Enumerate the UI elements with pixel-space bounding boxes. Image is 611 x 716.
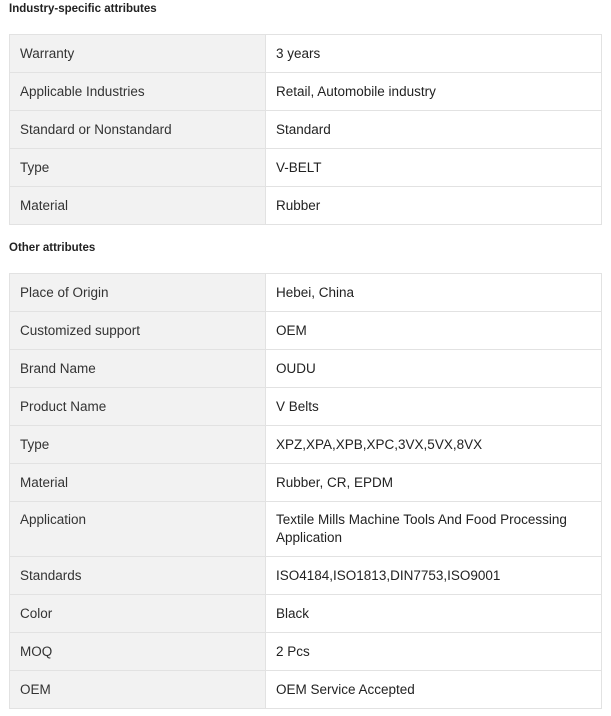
table-row	[10, 595, 602, 633]
industry-attributes-table	[9, 34, 602, 225]
attribute-name: Place of Origin	[10, 274, 266, 312]
attribute-value: Black	[266, 595, 602, 633]
table-row	[10, 111, 602, 149]
table-row	[10, 73, 602, 111]
attribute-value: XPZ,XPA,XPB,XPC,3VX,5VX,8VX	[266, 426, 602, 464]
attribute-name: Standards	[10, 557, 266, 595]
attribute-name: Applicable Industries	[10, 73, 266, 111]
table-row	[10, 464, 602, 502]
other-attributes-table	[9, 273, 602, 709]
table-row	[10, 388, 602, 426]
attribute-value: Standard	[266, 111, 602, 149]
attribute-value: 2 Pcs	[266, 633, 602, 671]
table-row	[10, 149, 602, 187]
attribute-name: Warranty	[10, 35, 266, 73]
table-row	[10, 633, 602, 671]
attribute-name: Material	[10, 187, 266, 225]
attribute-name: Type	[10, 426, 266, 464]
table-row	[10, 502, 602, 557]
attribute-value: OEM Service Accepted	[266, 671, 602, 709]
section-title-industry-specific: Industry-specific attributes	[9, 3, 157, 15]
table-row	[10, 350, 602, 388]
attribute-value: Retail, Automobile industry	[266, 73, 602, 111]
attribute-name: Application	[10, 502, 266, 557]
section-title-other: Other attributes	[9, 242, 96, 254]
attribute-value: V Belts	[266, 388, 602, 426]
attribute-value: V-BELT	[266, 149, 602, 187]
attribute-value: 3 years	[266, 35, 602, 73]
attribute-name: MOQ	[10, 633, 266, 671]
attribute-name: Type	[10, 149, 266, 187]
attribute-name: OEM	[10, 671, 266, 709]
table-row	[10, 35, 602, 73]
table-row	[10, 274, 602, 312]
attribute-name: Product Name	[10, 388, 266, 426]
attribute-name: Color	[10, 595, 266, 633]
attribute-value: Textile Mills Machine Tools And Food Processing Application	[266, 502, 602, 557]
attribute-value: Rubber, CR, EPDM	[266, 464, 602, 502]
table-row	[10, 426, 602, 464]
attribute-value: OEM	[266, 312, 602, 350]
table-row	[10, 557, 602, 595]
table-row	[10, 671, 602, 709]
attribute-name: Material	[10, 464, 266, 502]
attribute-name: Customized support	[10, 312, 266, 350]
attribute-value: Hebei, China	[266, 274, 602, 312]
attribute-value: OUDU	[266, 350, 602, 388]
attribute-name: Brand Name	[10, 350, 266, 388]
table-row	[10, 187, 602, 225]
attribute-value: Rubber	[266, 187, 602, 225]
attribute-value: ISO4184,ISO1813,DIN7753,ISO9001	[266, 557, 602, 595]
attribute-name: Standard or Nonstandard	[10, 111, 266, 149]
table-row	[10, 312, 602, 350]
